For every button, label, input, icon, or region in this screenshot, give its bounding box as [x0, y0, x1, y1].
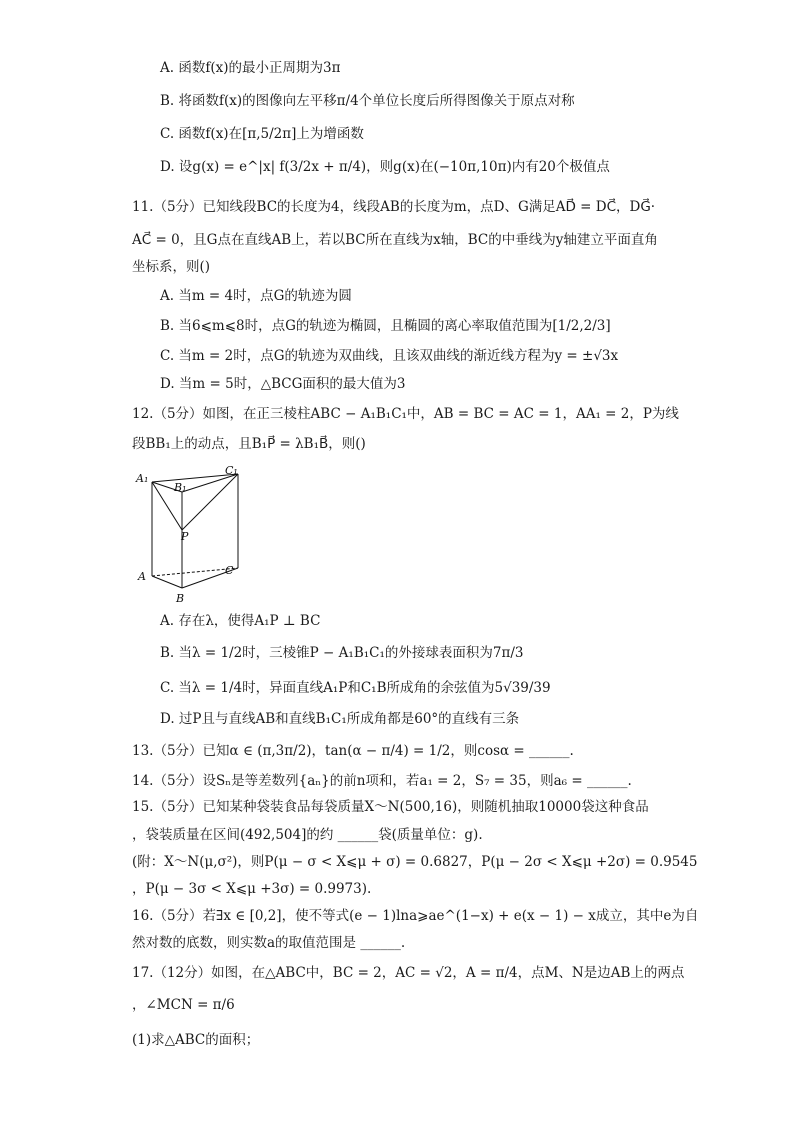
q15-note-line1: (附：X～N(μ,σ²)，则P(μ − σ < X⩽μ + σ) = 0.6827，P(μ − 2σ < X⩽μ +2σ) = 0.9545: [132, 854, 698, 870]
label-c1: C₁: [225, 464, 238, 477]
label-c: C: [225, 564, 234, 577]
q11-option-d: D. 当m = 5时，△BCG面积的最大值为3: [160, 376, 406, 392]
q16-stem-line2: 然对数的底数，则实数a的取值范围是 ______.: [132, 935, 406, 951]
prism-figure: [130, 462, 240, 606]
q11-stem-line2: AC⃗ = 0，且G点在直线AB上，若以BC所在直线为x轴，BC的中垂线为y轴建立平面直角: [132, 232, 658, 248]
label-b: B: [176, 592, 185, 605]
q14-stem: 14.（5分）设Sₙ是等差数列{aₙ}的前n项和，若a₁ = 2，S₇ = 35，则a₆ = ______.: [132, 773, 632, 789]
q10-option-d: D. 设g(x) = e^|x| f(3/2x + π/4)，则g(x)在(−10π,10π)内有20个极值点: [160, 159, 610, 175]
q10-option-c: C. 函数f(x)在[π,5/2π]上为增函数: [160, 126, 364, 142]
q11-option-b: B. 当6⩽m⩽8时，点G的轨迹为椭圆，且椭圆的离心率取值范围为[1/2,2/3]: [160, 318, 611, 334]
q12-option-d: D. 过P且与直线AB和直线B₁C₁所成角都是60°的直线有三条: [160, 711, 520, 727]
q16-stem-line1: 16.（5分）若∃x ∈ [0,2]，使不等式(e − 1)lna⩾ae^(1−x) + e(x − 1) − x成立，其中e为自: [132, 908, 699, 924]
label-a1: A₁: [136, 472, 149, 485]
q17-stem-line1: 17.（12分）如图，在△ABC中，BC = 2，AC = √2，A = π/4，点M、N是边AB上的两点: [132, 965, 685, 981]
label-p: P: [181, 530, 189, 543]
q12-stem-line1: 12.（5分）如图，在正三棱柱ABC − A₁B₁C₁中，AB = BC = AC = 1，AA₁ = 2，P为线: [132, 406, 679, 422]
q11-stem-line1: 11.（5分）已知线段BC的长度为4，线段AB的长度为m，点D、G满足AD⃗ = DC⃗，DG⃗·: [132, 199, 656, 215]
label-b1: B₁: [174, 481, 187, 494]
q17-stem-line2: ，∠MCN = π/6: [132, 997, 235, 1013]
q12-option-c: C. 当λ = 1/4时，异面直线A₁P和C₁B所成角的余弦值为5√39/39: [160, 680, 551, 696]
q12-option-a: A. 存在λ，使得A₁P ⊥ BC: [160, 613, 321, 629]
q10-option-b: B. 将函数f(x)的图像向左平移π/4个单位长度后所得图像关于原点对称: [160, 93, 575, 109]
q12-option-b: B. 当λ = 1/2时，三棱锥P − A₁B₁C₁的外接球表面积为7π/3: [160, 645, 524, 661]
q10-option-a: A. 函数f(x)的最小正周期为3π: [160, 60, 341, 76]
q15-stem-line2: ，袋装质量在区间(492,504]的约 ______袋(质量单位：g).: [132, 827, 483, 843]
label-a: A: [138, 570, 146, 583]
q15-note-line2: ，P(μ − 3σ < X⩽μ +3σ) = 0.9973).: [132, 881, 372, 897]
q12-stem-line2: 段BB₁上的动点，且B₁P⃗ = λB₁B⃗，则(): [132, 436, 366, 452]
q13-stem: 13.（5分）已知α ∈ (π,3π/2)，tan(α − π/4) = 1/2，则cosα = ______.: [132, 743, 574, 759]
q11-stem-line3: 坐标系，则(): [132, 259, 211, 275]
q17-part1: (1)求△ABC的面积；: [132, 1032, 260, 1048]
q11-option-a: A. 当m = 4时，点G的轨迹为圆: [160, 288, 352, 304]
q11-option-c: C. 当m = 2时，点G的轨迹为双曲线，且该双曲线的渐近线方程为y = ±√3x: [160, 348, 619, 364]
q15-stem-line1: 15.（5分）已知某种袋装食品每袋质量X～N(500,16)，则随机抽取10000袋这种食品: [132, 799, 649, 815]
